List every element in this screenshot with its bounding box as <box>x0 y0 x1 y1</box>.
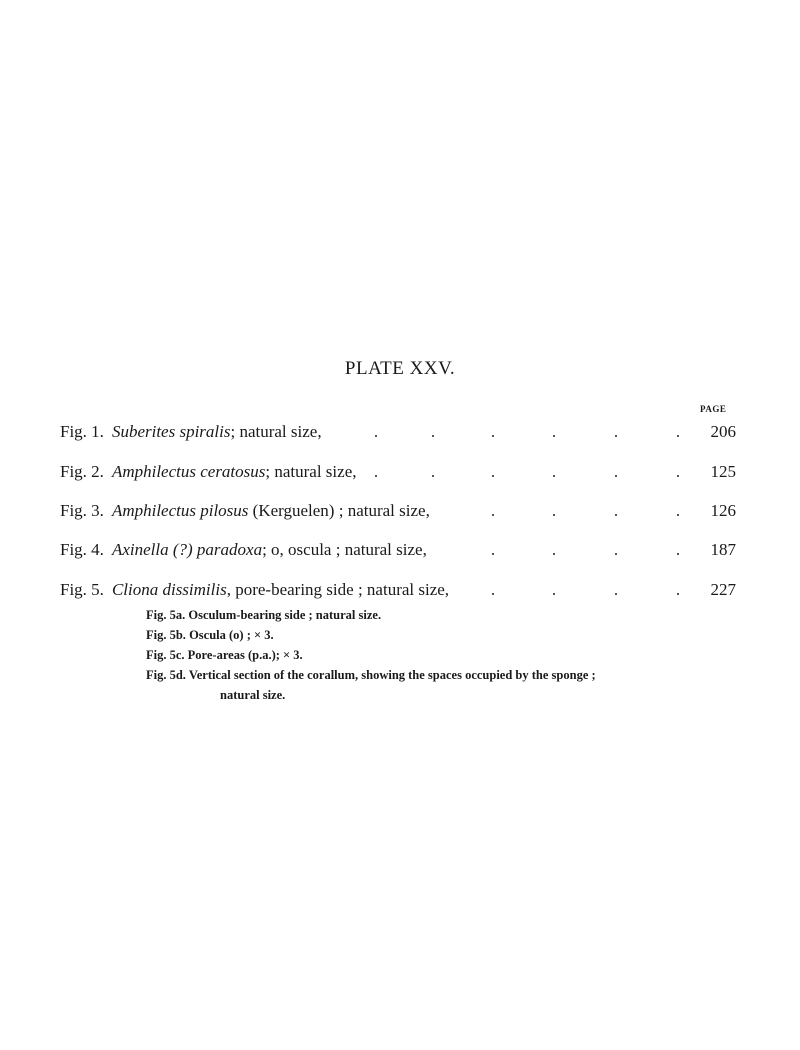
leader-dot <box>677 514 679 516</box>
page-number: 187 <box>710 540 736 559</box>
figure-label: Fig. 3. <box>60 501 104 520</box>
leader-dot <box>677 593 679 595</box>
leader-dot <box>677 475 679 477</box>
leader-dots <box>449 583 696 595</box>
leader-dot <box>492 475 494 477</box>
page-number: 125 <box>710 462 736 481</box>
leader-dot <box>553 435 555 437</box>
leader-dots <box>357 465 697 477</box>
leader-dot <box>432 435 434 437</box>
page-number: 126 <box>710 501 736 520</box>
leader-dot <box>432 475 434 477</box>
figure-description: (Kerguelen) ; natural size, <box>248 501 430 520</box>
species-name: Amphilectus pilosus <box>111 501 249 520</box>
leader-dot <box>492 514 494 516</box>
leader-dot <box>553 553 555 555</box>
subfigure-entry <box>146 628 274 643</box>
subfigure-label: Fig. 5a. <box>146 608 186 622</box>
leader-dot <box>492 593 494 595</box>
figure-entry <box>60 580 736 604</box>
subfigure-label: Fig. 5b. <box>146 628 186 642</box>
species-name: Axinella (?) paradoxa <box>111 540 263 559</box>
subfigure-entry <box>146 668 596 683</box>
leader-dot <box>492 435 494 437</box>
figure-entry <box>60 462 736 486</box>
leader-dot <box>553 593 555 595</box>
subfigure-continuation: natural size. <box>220 688 286 702</box>
figure-entry <box>60 540 736 564</box>
leader-dot <box>615 435 617 437</box>
subfigure-entry <box>146 648 303 663</box>
leader-dot <box>615 593 617 595</box>
leader-dot <box>553 514 555 516</box>
subfigure-label: Fig. 5d. <box>146 668 186 682</box>
figure-label: Fig. 5. <box>60 580 104 599</box>
leader-dots <box>430 504 696 516</box>
leader-dots <box>322 425 696 437</box>
leader-dots <box>427 543 696 555</box>
leader-dot <box>375 475 377 477</box>
species-name: Amphilectus ceratosus <box>111 462 266 481</box>
figure-description: , pore-bearing side ; natural size, <box>226 580 450 599</box>
subfigure-text: Oscula (o) ; × 3. <box>189 628 274 642</box>
figure-label: Fig. 2. <box>60 462 104 481</box>
figure-label: Fig. 4. <box>60 540 104 559</box>
leader-dot <box>553 475 555 477</box>
page-column-header: PAGE <box>700 404 727 414</box>
leader-dot <box>615 553 617 555</box>
leader-dot <box>375 435 377 437</box>
leader-dot <box>677 435 679 437</box>
page-number: 227 <box>710 580 736 599</box>
subfigure-text: Pore-areas (p.a.); × 3. <box>187 648 303 662</box>
subfigure-text: Osculum-bearing side ; natural size. <box>188 608 382 622</box>
species-name: Cliona dissimilis <box>111 580 227 599</box>
figure-entry <box>60 422 736 446</box>
figure-label: Fig. 1. <box>60 422 104 441</box>
subfigure-text: Vertical section of the corallum, showing the spaces occupied by the sponge ; <box>188 668 596 682</box>
plate-title: PLATE XXV. <box>344 358 456 379</box>
subfigure-label: Fig. 5c. <box>146 648 185 662</box>
figure-entry <box>60 501 736 525</box>
species-name: Suberites spiralis <box>111 422 231 441</box>
figure-description: ; o, oscula ; natural size, <box>262 540 427 559</box>
leader-dot <box>492 553 494 555</box>
subfigure-entry <box>146 608 381 623</box>
leader-dot <box>615 514 617 516</box>
figure-description: ; natural size, <box>230 422 322 441</box>
figure-description: ; natural size, <box>265 462 357 481</box>
leader-dot <box>677 553 679 555</box>
leader-dot <box>615 475 617 477</box>
page-number: 206 <box>710 422 736 441</box>
